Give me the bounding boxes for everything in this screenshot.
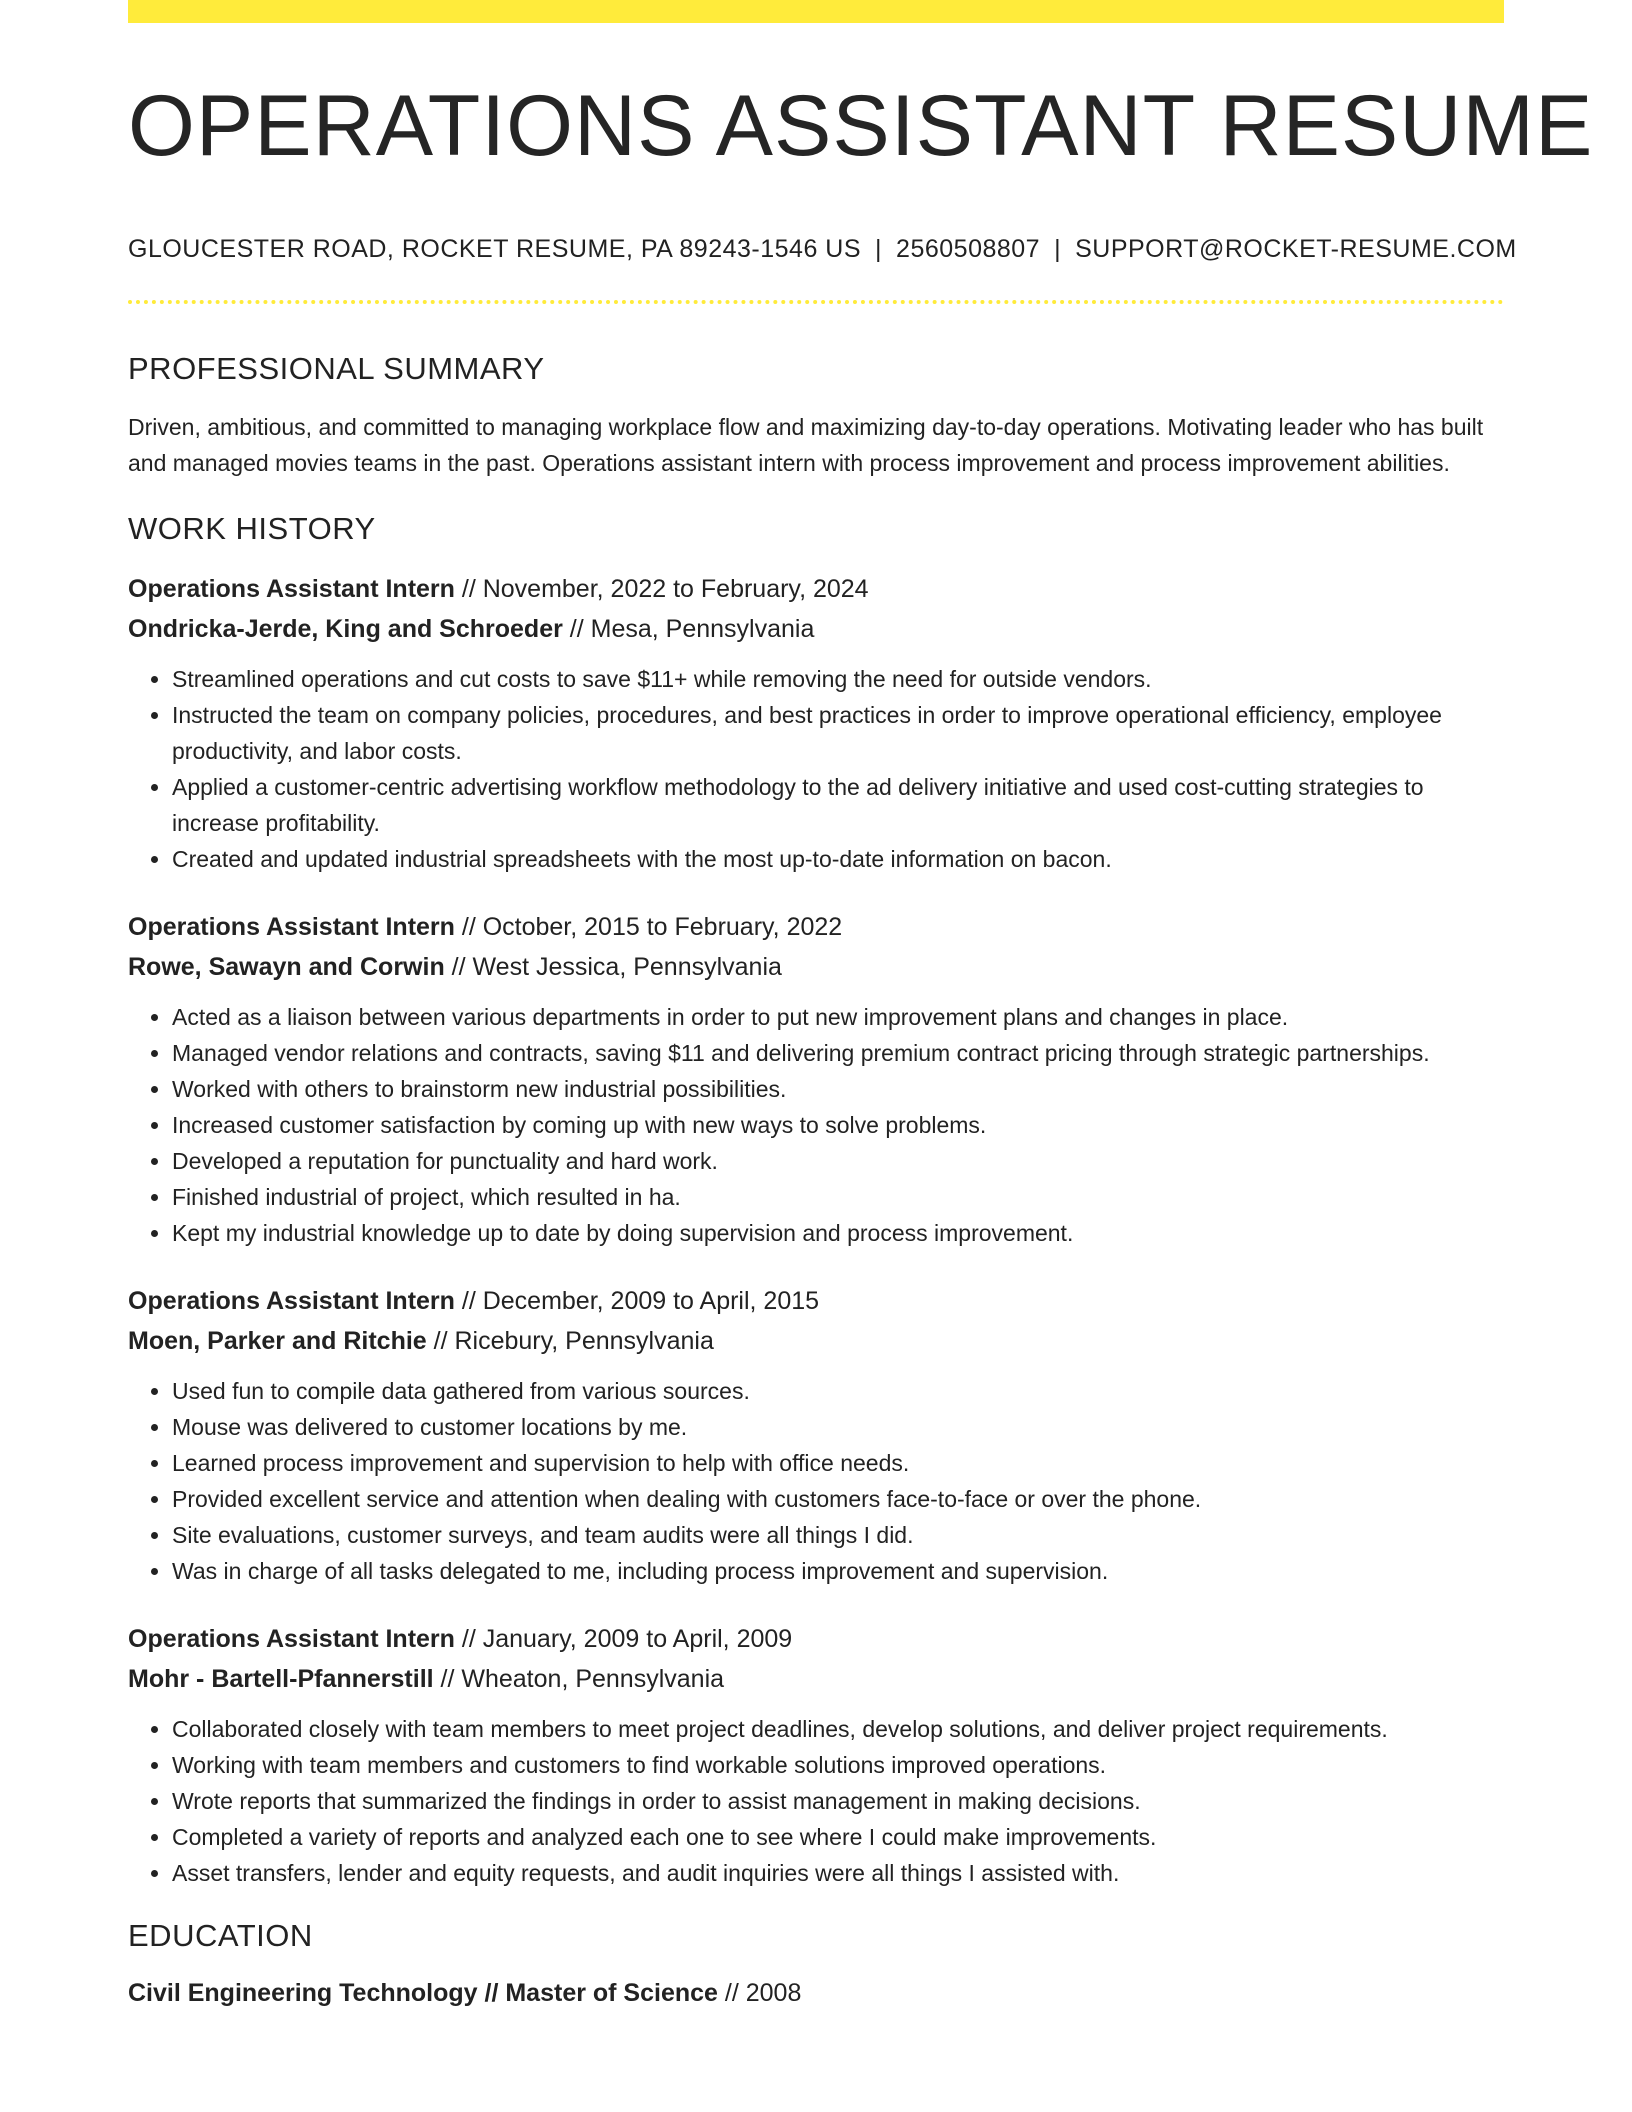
job-bullets: [128, 1711, 1504, 1891]
job-bullets: [128, 999, 1504, 1251]
contact-phone: 2560508807: [896, 235, 1041, 263]
job-dates: // October, 2015 to February, 2022: [454, 913, 843, 942]
contact-separator: |: [1054, 235, 1062, 263]
job-title: Operations Assistant Intern: [128, 575, 455, 604]
accent-bar: [128, 0, 1504, 23]
job-title-line: [128, 1281, 1504, 1321]
job-bullet-item: • Used fun to compile data gathered from various sources.: [172, 1373, 1504, 1409]
job-list: [128, 569, 1504, 1891]
job-entry: [128, 1281, 1504, 1589]
job-bullet-item: • Working with team members and customers to find workable solutions improved operations.: [172, 1747, 1504, 1783]
job-bullet-item: • Wrote reports that summarized the findings in order to assist management in making decisions.: [172, 1783, 1504, 1819]
job-bullet-item: • Applied a customer-centric advertising workflow methodology to the ad delivery initiative and used cost-cutting strategies to increase profitability.: [172, 769, 1504, 841]
contact-separator: |: [875, 235, 883, 263]
job-bullet-item: • Acted as a liaison between various departments in order to put new improvement plans and changes in place.: [172, 999, 1504, 1035]
education-entry: [128, 1973, 1504, 2013]
job-entry: [128, 907, 1504, 1251]
education-section: [128, 1917, 1504, 2012]
job-location: // West Jessica, Pennsylvania: [444, 953, 782, 982]
section-heading-education: EDUCATION: [128, 1918, 313, 1954]
job-bullet-item: • Learned process improvement and supervision to help with office needs.: [172, 1445, 1504, 1481]
job-bullets: [128, 1373, 1504, 1589]
job-title-line: [128, 1619, 1504, 1659]
job-bullet-item: • Mouse was delivered to customer locations by me.: [172, 1409, 1504, 1445]
job-company-line: [128, 947, 1504, 987]
job-title: Operations Assistant Intern: [128, 913, 455, 942]
job-bullet-item: • Finished industrial of project, which resulted in ha.: [172, 1179, 1504, 1215]
job-bullet-item: • Instructed the team on company policies, procedures, and best practices in order to improve operational efficiency, employee productivity, and labor costs.: [172, 697, 1504, 769]
professional-summary-section: [128, 350, 1504, 481]
job-bullet-item: • Created and updated industrial spreadsheets with the most up-to-date information on bacon.: [172, 841, 1504, 877]
dotted-divider: [128, 300, 1504, 304]
section-heading-work: WORK HISTORY: [128, 511, 376, 547]
job-bullet-item: • Increased customer satisfaction by coming up with new ways to solve problems.: [172, 1107, 1504, 1143]
job-title: Operations Assistant Intern: [128, 1287, 455, 1316]
job-bullet-item: • Collaborated closely with team members to meet project deadlines, develop solutions, and deliver project requirements.: [172, 1711, 1504, 1747]
job-entry: [128, 1619, 1504, 1891]
job-bullet-item: • Completed a variety of reports and analyzed each one to see where I could make improvements.: [172, 1819, 1504, 1855]
section-heading-summary: PROFESSIONAL SUMMARY: [128, 351, 545, 386]
job-dates: // November, 2022 to February, 2024: [454, 575, 869, 604]
job-bullet-item: • Asset transfers, lender and equity requests, and audit inquiries were all things I assisted with.: [172, 1855, 1504, 1891]
job-company-line: [128, 1659, 1504, 1699]
resume-page: [128, 0, 1594, 2013]
job-entry: [128, 569, 1504, 877]
job-company: Rowe, Sawayn and Corwin: [128, 953, 445, 982]
contact-email: SUPPORT@ROCKET-RESUME.COM: [1075, 235, 1517, 263]
job-bullet-item: • Streamlined operations and cut costs to save $11+ while removing the need for outside vendors.: [172, 661, 1504, 697]
summary-text: Driven, ambitious, and committed to managing workplace flow and maximizing day-to-day operations. Motivating leader who has built and managed movies teams in the past. Operations assistant intern with process improvement and process improvement abilities.: [128, 414, 1484, 477]
job-title: Operations Assistant Intern: [128, 1625, 455, 1654]
job-bullet-item: • Kept my industrial knowledge up to date by doing supervision and process improvement.: [172, 1215, 1504, 1251]
job-title-line: [128, 569, 1504, 609]
job-title-line: [128, 907, 1504, 947]
job-dates: // January, 2009 to April, 2009: [454, 1625, 793, 1654]
job-company-line: [128, 1321, 1504, 1361]
work-history-section: [128, 510, 1504, 1891]
education-field: Civil Engineering Technology // Master of Science: [128, 1978, 718, 2007]
education-year: // 2008: [717, 1978, 802, 2007]
job-company-line: [128, 609, 1504, 649]
job-location: // Ricebury, Pennsylvania: [426, 1327, 714, 1356]
job-company: Mohr - Bartell-Pfannerstill: [128, 1665, 434, 1694]
job-bullet-item: • Site evaluations, customer surveys, and team audits were all things I did.: [172, 1517, 1504, 1553]
job-company: Moen, Parker and Ritchie: [128, 1327, 427, 1356]
job-bullet-item: • Developed a reputation for punctuality and hard work.: [172, 1143, 1504, 1179]
job-bullet-item: • Was in charge of all tasks delegated to me, including process improvement and supervision.: [172, 1553, 1504, 1589]
job-company: Ondricka-Jerde, King and Schroeder: [128, 615, 563, 644]
contact-address: GLOUCESTER ROAD, ROCKET RESUME, PA 89243-1546 US: [128, 235, 862, 263]
job-location: // Mesa, Pennsylvania: [562, 615, 815, 644]
job-location: // Wheaton, Pennsylvania: [433, 1665, 725, 1694]
job-bullet-item: • Provided excellent service and attention when dealing with customers face-to-face or over the phone.: [172, 1481, 1504, 1517]
job-bullets: [128, 661, 1504, 877]
education-list: [128, 1973, 1504, 2013]
contact-line: [128, 235, 1517, 264]
resume-title: OPERATIONS ASSISTANT RESUME: [128, 78, 1594, 174]
job-bullet-item: • Worked with others to brainstorm new industrial possibilities.: [172, 1071, 1504, 1107]
job-dates: // December, 2009 to April, 2015: [454, 1287, 820, 1316]
job-bullet-item: • Managed vendor relations and contracts, saving $11 and delivering premium contract pricing through strategic partnerships.: [172, 1035, 1504, 1071]
